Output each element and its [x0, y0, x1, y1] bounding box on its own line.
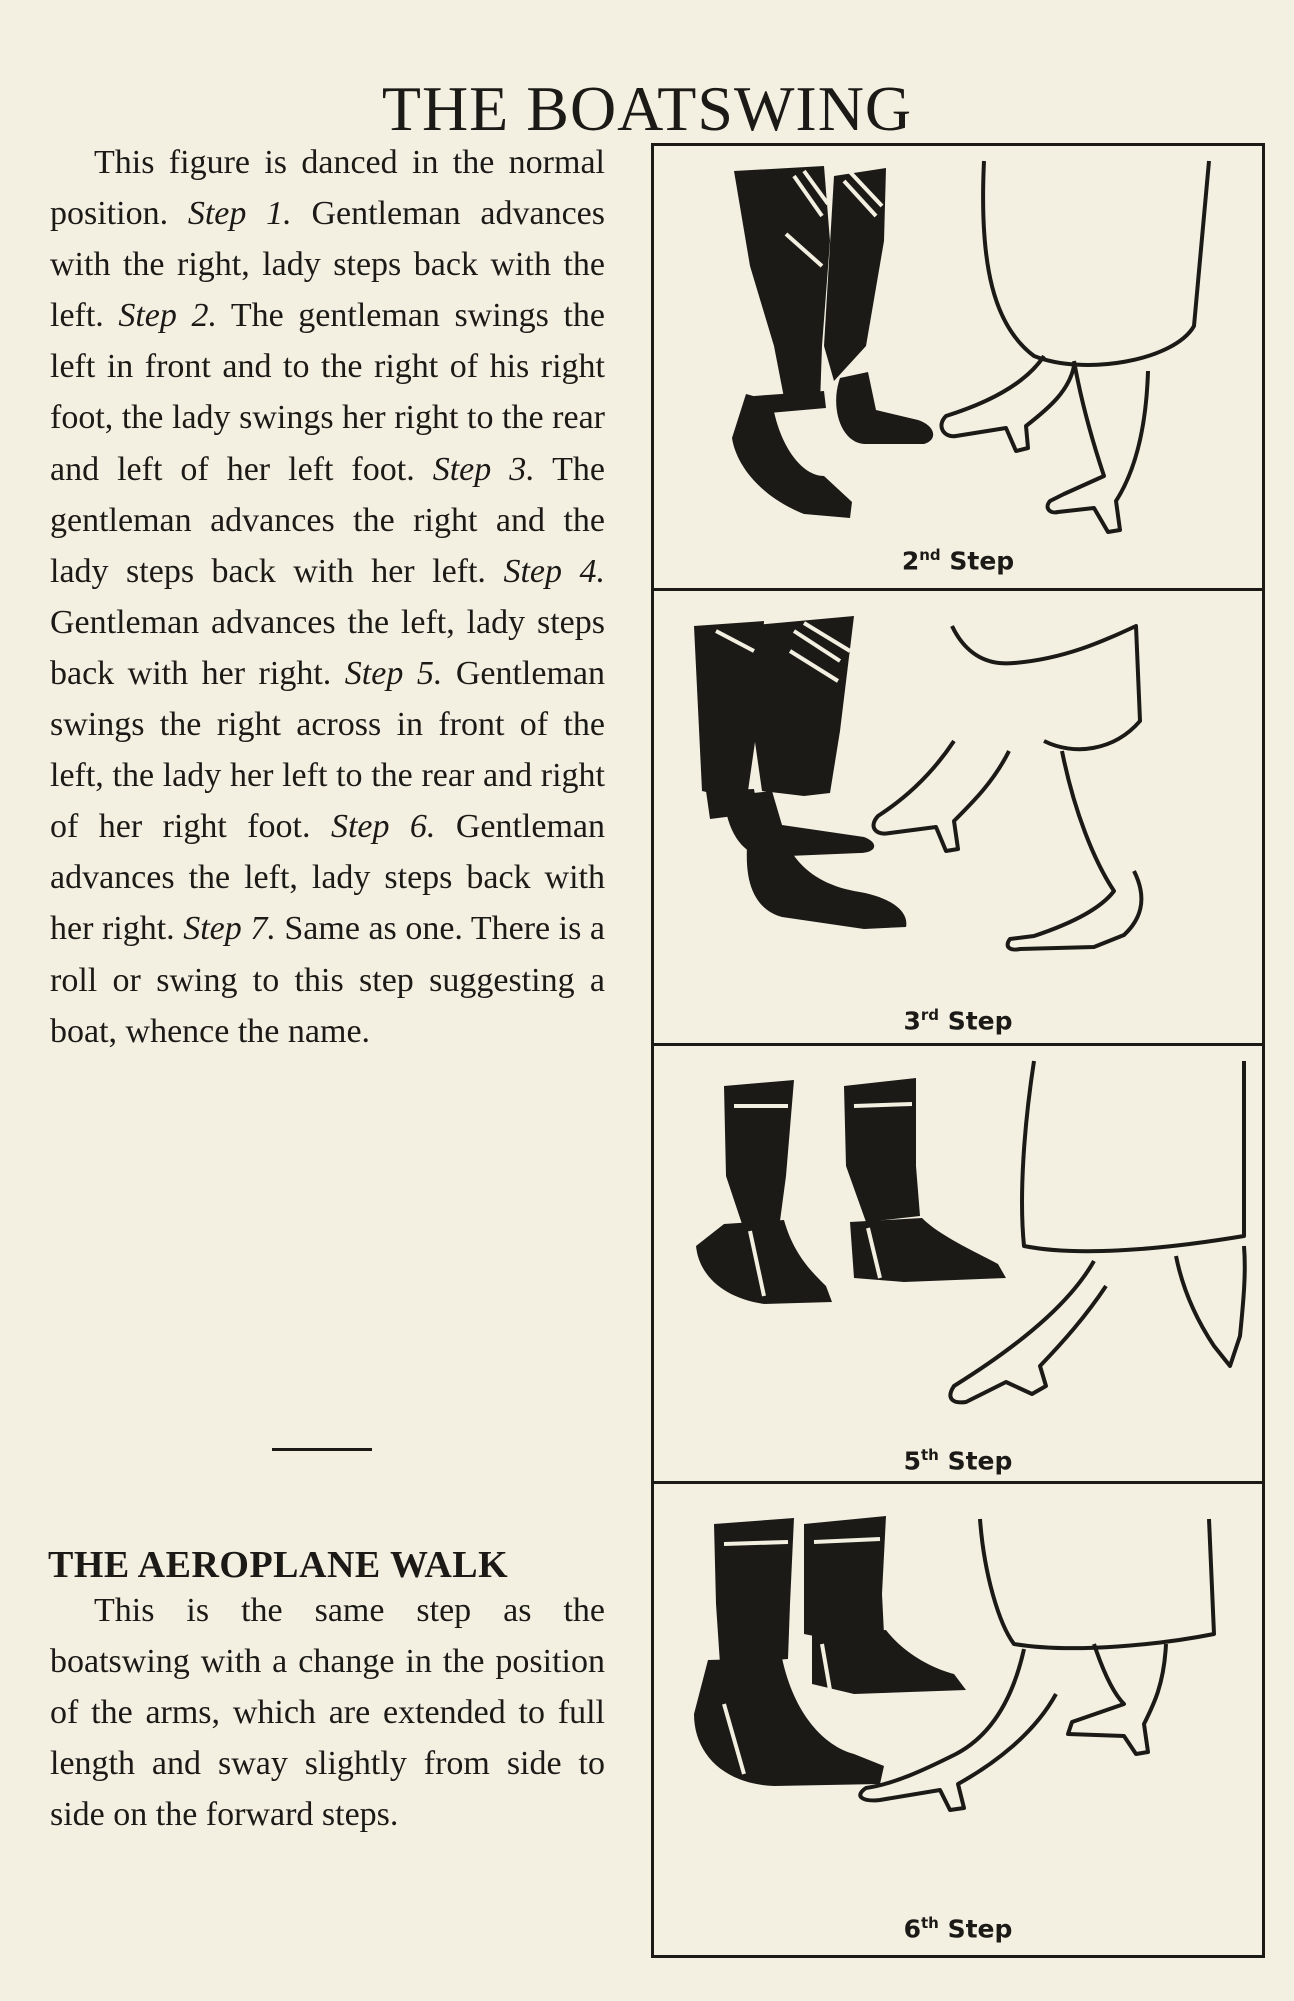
caption-ordinal: th [921, 1914, 939, 1932]
boatswing-text-5: Gentleman advances the left, lady steps back with her right. [50, 603, 605, 692]
section-divider [272, 1448, 372, 1451]
caption-5th-step [654, 1446, 1262, 1475]
boatswing-text-6: Gentleman swings the right across in front of the left, the lady her left to the rear and right of her right foot. [50, 654, 606, 846]
boatswing-paragraph [50, 137, 605, 1057]
caption-number: 5 [903, 1446, 921, 1476]
feet-illustration [654, 1484, 1262, 1954]
aeroplane-walk-paragraph: This is the same step as the boatswing with a change in the position of the arms, which are extended to full length and sway slightly from side to side on the forward steps. [50, 1592, 605, 1834]
boatswing-text [50, 137, 605, 1057]
step-4-label: Step 4. [503, 552, 605, 590]
step-7-label: Step 7. [183, 910, 276, 948]
figure-3rd-step [654, 591, 1262, 1046]
boatswing-text-2: Gentleman advances with the right, lady steps back with the left. [50, 195, 606, 335]
step-3-label: Step 3. [432, 450, 535, 488]
caption-number: 2 [901, 546, 920, 576]
caption-ordinal: rd [920, 1006, 939, 1024]
feet-illustration [654, 146, 1262, 588]
caption-word: Step [947, 1446, 1013, 1476]
caption-word: Step [947, 1006, 1013, 1036]
caption-number: 6 [903, 1914, 921, 1944]
figure-6th-step [654, 1484, 1262, 1961]
step-illustrations [651, 143, 1265, 1958]
boatswing-text-8: Same as one. There is a roll or swing to this step suggesting a boat, whence the name. [50, 910, 605, 1050]
aeroplane-walk-text [50, 1585, 605, 1840]
caption-number: 3 [903, 1006, 921, 1036]
caption-ordinal: th [921, 1446, 939, 1464]
boatswing-text-1: This figure is danced in the normal position. [50, 144, 605, 233]
caption-ordinal: nd [919, 546, 941, 564]
boatswing-text-4: The gentleman advances the right and the lady steps back with her left. [50, 450, 605, 590]
figure-5th-step [654, 1046, 1262, 1484]
step-2-label: Step 2. [118, 297, 217, 335]
caption-word: Step [947, 1914, 1013, 1944]
step-5-label: Step 5. [344, 654, 443, 692]
aeroplane-walk-heading: THE AEROPLANE WALK [48, 1543, 509, 1586]
page-title: THE BOATSWING [381, 72, 913, 144]
step-1-label: Step 1. [187, 195, 292, 233]
caption-3rd-step [654, 1006, 1262, 1035]
caption-6th-step [654, 1914, 1262, 1943]
figure-2nd-step [654, 146, 1262, 591]
step-6-label: Step 6. [330, 808, 436, 846]
caption-word: Step [949, 546, 1015, 576]
caption-2nd-step [654, 546, 1262, 575]
boatswing-text-3: The gentleman swings the left in front and to the right of his right foot, the lady swings her right to the rear and left of her left foot. [50, 297, 605, 488]
feet-illustration [654, 1046, 1262, 1481]
boatswing-text-7: Gentleman advances the left, lady steps back with her right. [50, 808, 606, 948]
feet-illustration [654, 591, 1262, 1043]
